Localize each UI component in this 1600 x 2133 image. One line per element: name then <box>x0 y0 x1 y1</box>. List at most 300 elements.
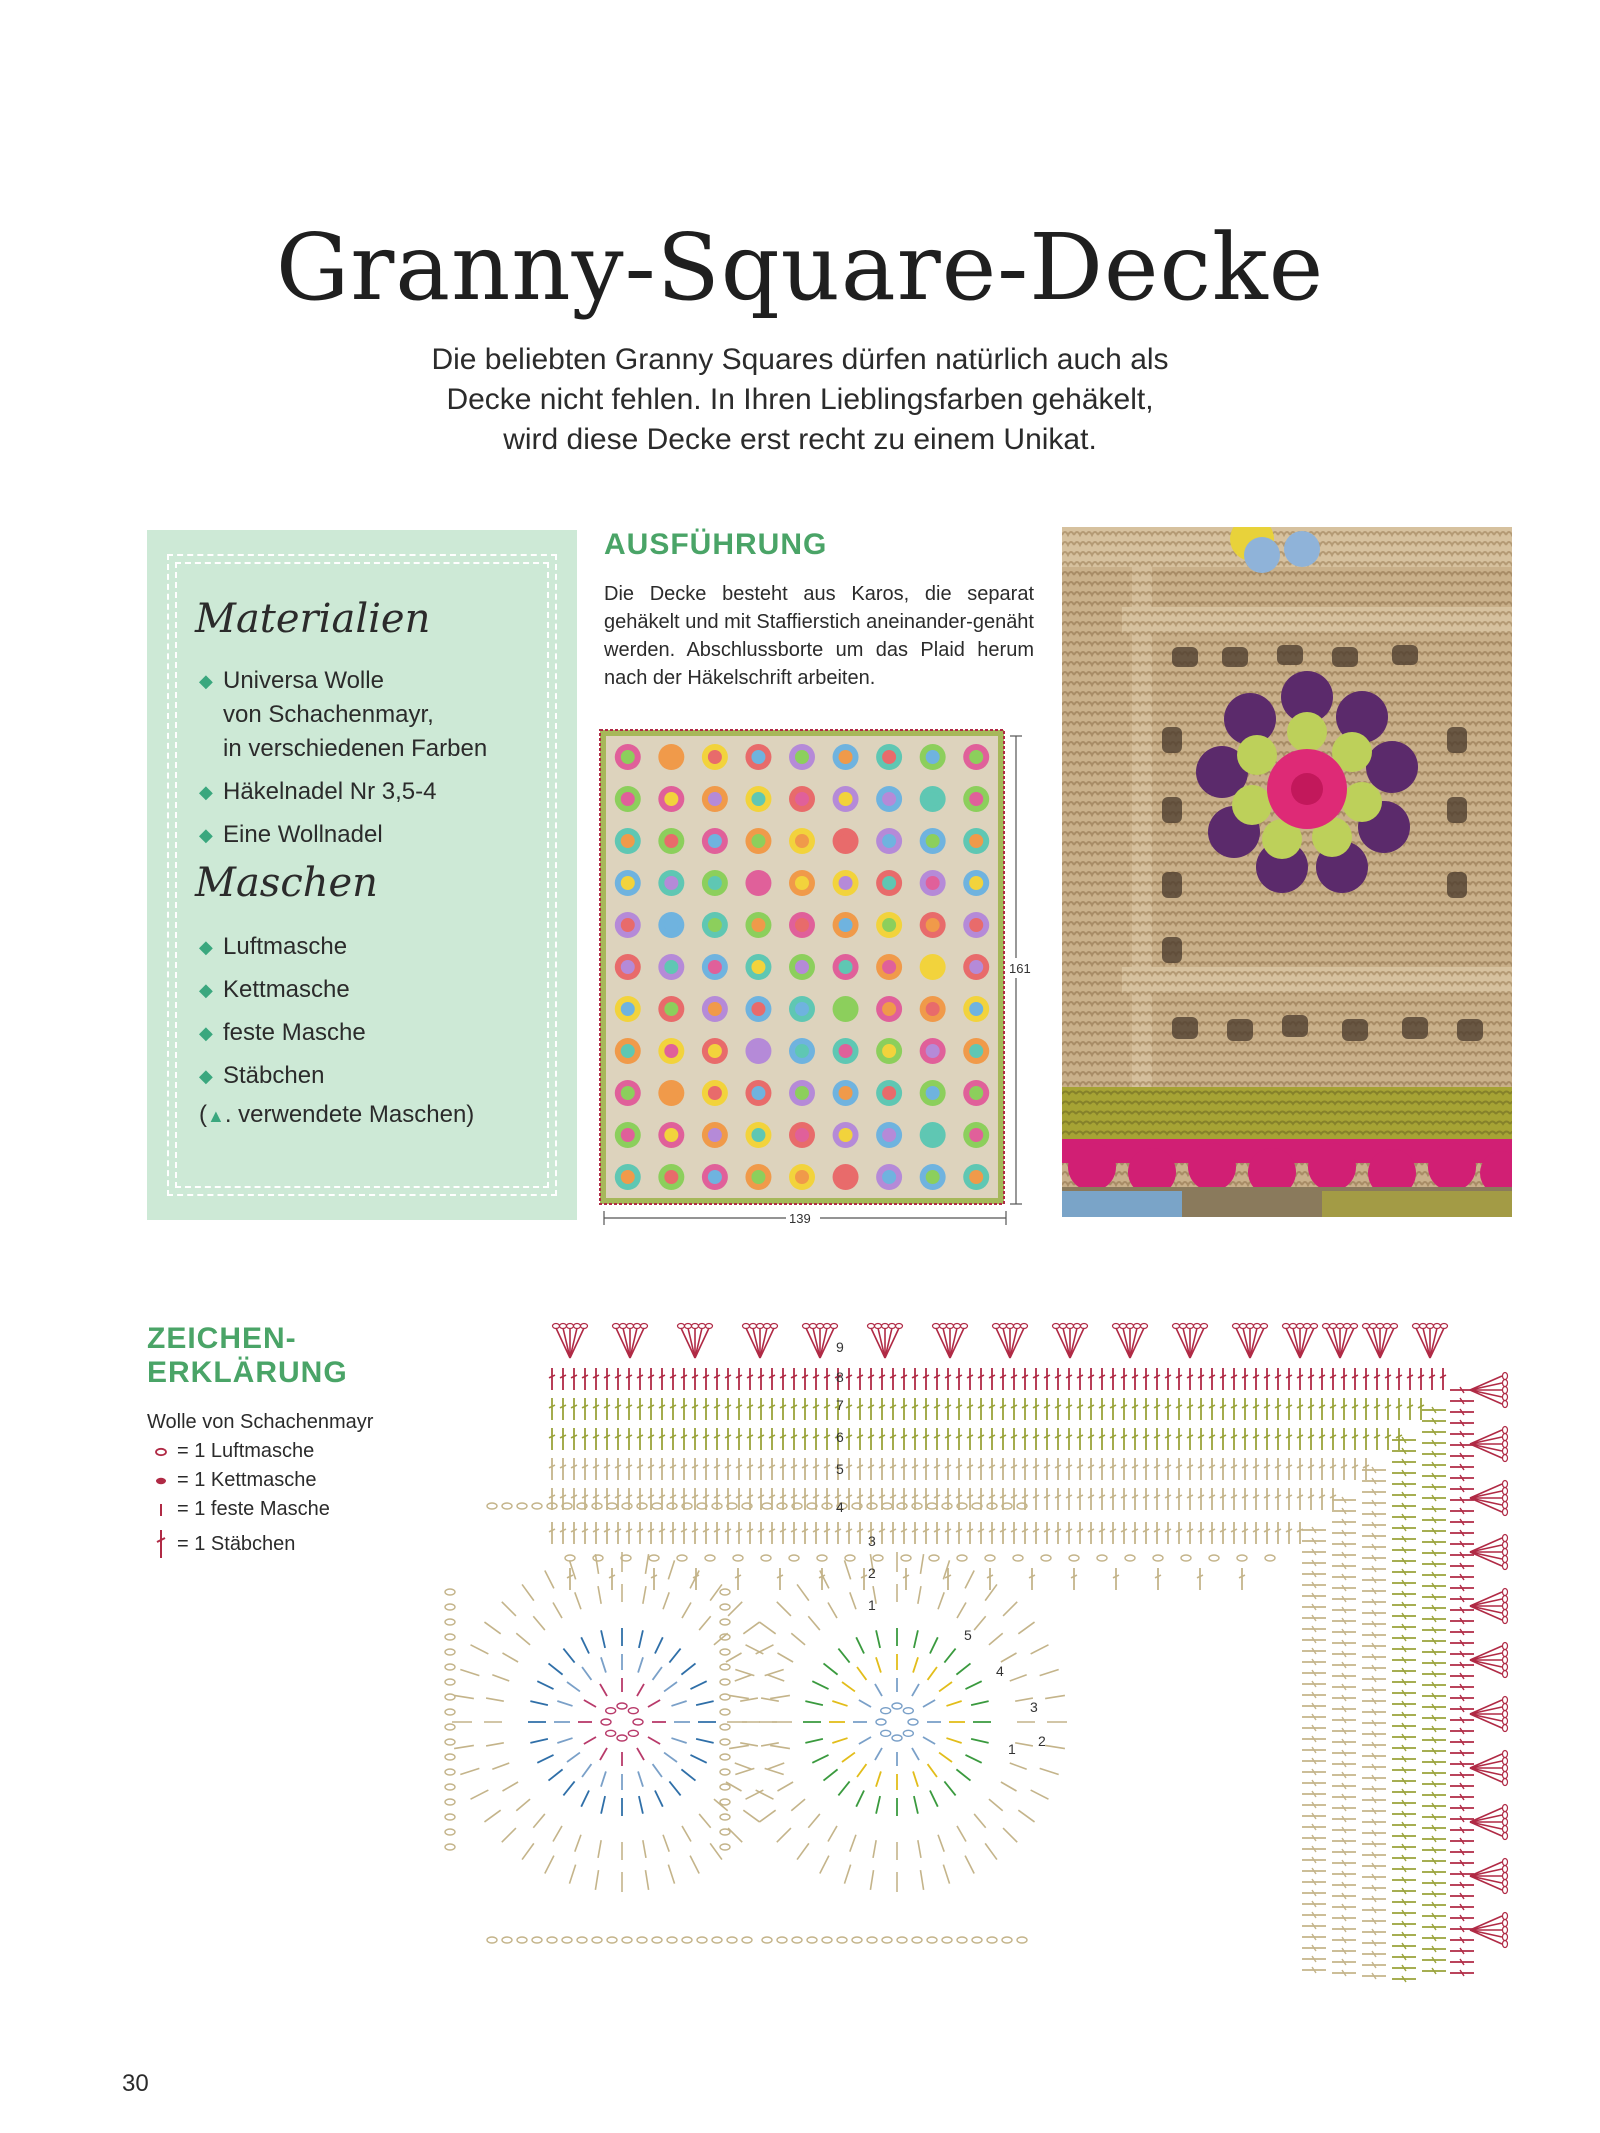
picot-fan-chain <box>706 1324 713 1329</box>
blanket-drawing <box>600 730 1004 1204</box>
round-stitch <box>956 1663 970 1674</box>
square-frame-chain <box>445 1634 455 1640</box>
square-outer-stitch <box>1040 1768 1059 1774</box>
picot-fan-stitch <box>1470 1660 1502 1674</box>
round-stitch <box>856 1790 864 1806</box>
round-stitch <box>648 1737 660 1744</box>
square-frame-chain <box>720 1784 730 1790</box>
square-frame-chain <box>445 1724 455 1730</box>
picot-fan-chain <box>1503 1711 1508 1718</box>
square-outer-stitch <box>828 1826 837 1842</box>
center-ring-chain <box>881 1708 891 1714</box>
square-outer-stitch <box>492 1763 509 1769</box>
square-outer-stitch <box>522 1843 534 1859</box>
picot-fan-chain <box>1007 1324 1014 1329</box>
round-stitch <box>971 1701 989 1705</box>
legend-item-single: = 1 feste Masche <box>147 1495 447 1524</box>
stitch-item: ◆ Stäbchen <box>199 1059 366 1093</box>
blanket-square-center <box>795 792 809 806</box>
square-frame-chain <box>720 1694 730 1700</box>
picot-fan-stitch <box>1380 1328 1394 1358</box>
diamond-bullet-icon: ◆ <box>199 825 213 845</box>
square-row-label-4: 4 <box>996 1663 1004 1679</box>
round-stitch <box>965 1681 981 1689</box>
blanket-square-center <box>621 918 635 932</box>
picot-fan-stitch <box>1470 1714 1502 1728</box>
blanket-square-center <box>664 1044 678 1058</box>
picot-fan-stitch <box>630 1328 637 1358</box>
legend-list <box>147 1408 447 1564</box>
picot-fan-chain <box>1503 1704 1508 1711</box>
picot-fan-chain <box>1201 1324 1208 1329</box>
round-stitch <box>928 1764 937 1777</box>
round-stitch <box>601 1657 606 1672</box>
square-outer-stitch <box>502 1828 516 1842</box>
square-frame-chain <box>622 1937 632 1943</box>
blanket-square-center <box>621 876 635 890</box>
picot-fan-chain <box>1503 1913 1508 1920</box>
square-outer-stitch <box>743 1810 759 1822</box>
square-frame-chain <box>942 1503 952 1509</box>
intro-line-1: Die beliebten Granny Squares dürfen natürlich auch als <box>431 343 1169 376</box>
round-stitch <box>664 1753 677 1762</box>
blanket-square-center <box>926 1170 940 1184</box>
square-outer-stitch <box>545 1856 554 1874</box>
blanket-square-center <box>751 1044 765 1058</box>
square-outer-stitch <box>791 1799 805 1811</box>
center-ring-chain <box>903 1708 913 1714</box>
blanket-square-center <box>926 960 940 974</box>
blanket-square-center <box>969 876 983 890</box>
picot-fan-chain <box>1503 1617 1508 1624</box>
picot-fan-stitch <box>1373 1328 1380 1358</box>
square-outer-stitch <box>729 1745 749 1748</box>
stitches-note: (▲. verwendete Maschen) <box>199 1101 475 1128</box>
picot-fan-stitch <box>1470 1491 1502 1498</box>
square-outer-stitch <box>791 1633 805 1645</box>
picot-fan-chain <box>1311 1324 1318 1329</box>
blanket-square-center <box>795 1170 809 1184</box>
center-ring-chain <box>892 1735 902 1741</box>
round-stitch <box>690 1755 706 1763</box>
square-outer-stitch <box>502 1782 518 1791</box>
picot-fan-chain <box>553 1324 560 1329</box>
center-ring-chain <box>633 1719 643 1725</box>
materials-heading: Materialien <box>195 596 431 642</box>
square-frame-chain <box>445 1649 455 1655</box>
round-stitch <box>971 1739 989 1743</box>
blanket-square-center <box>882 960 896 974</box>
square-frame-chain <box>637 1503 647 1509</box>
blanket-square-center <box>795 876 809 890</box>
picot-fan-chain <box>1503 1643 1508 1650</box>
legend-item-slip: = 1 Kettmasche <box>147 1466 447 1495</box>
picot-fan-stitch <box>688 1328 695 1358</box>
picot-fan-chain <box>641 1324 648 1329</box>
round-stitch <box>567 1753 580 1762</box>
square-frame-chain <box>562 1937 572 1943</box>
square-frame-chain <box>720 1754 730 1760</box>
picot-fan-chain <box>1503 1427 1508 1434</box>
blanket-square-center <box>926 1086 940 1100</box>
border-chain <box>845 1555 855 1561</box>
picot-fan-chain <box>1363 1324 1370 1329</box>
square-frame-chain <box>445 1619 455 1625</box>
blanket-square-center <box>839 1044 853 1058</box>
picot-fan-chain <box>1503 1603 1508 1610</box>
round-stitch <box>557 1738 572 1743</box>
border-chain <box>901 1555 911 1561</box>
picot-fan-chain <box>1391 1324 1398 1329</box>
center-ring-chain <box>628 1730 638 1736</box>
square-outer-stitch <box>645 1870 648 1890</box>
square-outer-stitch <box>553 1826 562 1842</box>
stitches-heading: Maschen <box>195 860 378 906</box>
square-frame-chain <box>720 1604 730 1610</box>
execution-heading: AUSFÜHRUNG <box>604 528 828 561</box>
square-outer-stitch <box>668 1865 674 1884</box>
round-stitch <box>671 1701 686 1706</box>
square-outer-stitch <box>746 1790 764 1799</box>
picot-fan-stitch <box>1470 1660 1502 1667</box>
square-frame-chain <box>502 1503 512 1509</box>
round-stitch <box>842 1682 855 1691</box>
square-outer-stitch <box>767 1763 784 1769</box>
blanket-square-center <box>882 792 896 806</box>
blanket-square-center <box>839 750 853 764</box>
square-frame-chain <box>912 1503 922 1509</box>
picot-fan-chain <box>1081 1324 1088 1329</box>
square-outer-stitch <box>759 1810 775 1822</box>
square-frame-chain <box>445 1739 455 1745</box>
square-frame-chain <box>517 1503 527 1509</box>
square-frame-chain <box>957 1937 967 1943</box>
round-stitch <box>805 1739 823 1743</box>
square-frame-chain <box>720 1724 730 1730</box>
picot-fan-chain <box>1413 1324 1420 1329</box>
picot-fan-stitch <box>1070 1328 1077 1358</box>
picot-fan-chain <box>1503 1941 1508 1948</box>
picot-fan-stitch <box>1470 1376 1502 1390</box>
round-stitch <box>876 1796 880 1814</box>
picot-fan-chain <box>1503 1596 1508 1603</box>
picot-fan-chain <box>1233 1324 1240 1329</box>
square-frame-chain <box>720 1799 730 1805</box>
blanket-square-center <box>664 1002 678 1016</box>
center-ring-chain <box>606 1708 616 1714</box>
picot-fan-stitch <box>1470 1646 1502 1660</box>
round-stitch <box>638 1771 643 1786</box>
square-frame-chain <box>445 1679 455 1685</box>
blanket-square-center <box>621 960 635 974</box>
blanket-square-center <box>708 1128 722 1142</box>
picot-fan-chain <box>1377 1324 1384 1329</box>
square-frame-chain <box>792 1937 802 1943</box>
square-outer-stitch <box>1045 1695 1065 1698</box>
square-frame-chain <box>532 1503 542 1509</box>
picot-fan-stitch <box>1056 1328 1070 1358</box>
square-frame-chain <box>592 1503 602 1509</box>
picot-fan-chain <box>1370 1324 1377 1329</box>
picot-fan-chain <box>993 1324 1000 1329</box>
picot-fan-stitch <box>1470 1444 1502 1451</box>
picot-fan-chain <box>634 1324 641 1329</box>
picot-fan-stitch <box>1190 1328 1204 1358</box>
material-item: ◆ Häkelnadel Nr 3,5-4 <box>199 775 487 809</box>
blanket-square-center <box>882 918 896 932</box>
round-stitch <box>653 1764 662 1777</box>
square-frame-chain <box>972 1937 982 1943</box>
picot-fan-chain <box>1247 1324 1254 1329</box>
single-crochet-icon <box>153 1495 169 1524</box>
square-frame-chain <box>1002 1937 1012 1943</box>
square-frame-chain <box>852 1937 862 1943</box>
picot-fan-chain <box>1060 1324 1067 1329</box>
square-frame-chain <box>777 1503 787 1509</box>
round-stitch <box>681 1769 695 1780</box>
picot-fan-chain <box>1337 1324 1344 1329</box>
picot-fan-stitch <box>1470 1707 1502 1714</box>
round-stitch <box>939 1753 952 1762</box>
square-outer-stitch <box>985 1584 997 1600</box>
border-row-label-8: 8 <box>836 1369 844 1385</box>
picot-fan-stitch <box>878 1328 885 1358</box>
blanket-square-center <box>621 792 635 806</box>
square-frame-chain <box>897 1503 907 1509</box>
picot-fan-chain <box>1283 1324 1290 1329</box>
legend-item-double: = 1 Stäbchen <box>147 1524 447 1564</box>
round-stitch <box>857 1667 866 1680</box>
picot-fan-chain <box>947 1324 954 1329</box>
square-outer-stitch <box>545 1571 554 1589</box>
picot-fan-stitch <box>1470 1538 1502 1552</box>
square-outer-stitch <box>502 1602 516 1616</box>
border-chain <box>789 1555 799 1561</box>
square-frame-chain <box>607 1937 617 1943</box>
intro-text <box>400 340 1200 460</box>
picot-fan-stitch <box>1236 1328 1250 1358</box>
border-chain <box>1125 1555 1135 1561</box>
border-row-label-7: 7 <box>836 1397 844 1413</box>
square-outer-stitch <box>595 1554 598 1574</box>
round-stitch <box>914 1630 918 1648</box>
picot-fan-stitch <box>950 1328 964 1358</box>
picot-fan-chain <box>1503 1610 1508 1617</box>
round-stitch <box>639 1796 643 1814</box>
picot-fan-chain <box>750 1324 757 1329</box>
blanket-square-center <box>751 918 765 932</box>
square-row-label-1: 1 <box>1008 1741 1016 1757</box>
round-stitch <box>876 1657 881 1672</box>
center-ring-chain <box>903 1730 913 1736</box>
picot-fan-chain <box>1503 1448 1508 1455</box>
blanket-square-center <box>664 1128 678 1142</box>
picot-fan-stitch <box>1470 1815 1502 1822</box>
square-outer-stitch <box>735 1763 752 1769</box>
picot-fan-chain <box>678 1324 685 1329</box>
picot-fan-chain <box>1503 1671 1508 1678</box>
square-frame-chain <box>822 1937 832 1943</box>
picot-fan-chain <box>810 1324 817 1329</box>
square-outer-stitch <box>965 1856 974 1874</box>
round-stitch <box>838 1781 849 1795</box>
picot-fan-chain <box>1503 1481 1508 1488</box>
picot-fan-stitch <box>1470 1862 1502 1876</box>
picot-fan-chain <box>1503 1509 1508 1516</box>
round-stitch <box>805 1701 823 1705</box>
round-stitch <box>584 1737 596 1744</box>
material-item: ◆ Eine Wollnadel <box>199 818 487 852</box>
picot-fan-chain <box>961 1324 968 1329</box>
diamond-bullet-icon: ◆ <box>199 782 213 802</box>
picot-fan-chain <box>743 1324 750 1329</box>
blanket-square-center <box>751 1002 765 1016</box>
center-ring-chain <box>876 1719 886 1725</box>
picot-fan-stitch <box>1470 1437 1502 1444</box>
picot-fan-chain <box>1503 1812 1508 1819</box>
round-stitch <box>965 1755 981 1763</box>
square-outer-stitch <box>1018 1622 1034 1634</box>
square-outer-stitch <box>808 1814 820 1828</box>
picot-fan-stitch <box>1130 1328 1137 1358</box>
round-stitch <box>930 1637 938 1653</box>
square-outer-stitch <box>957 1602 966 1618</box>
center-ring-chain <box>606 1730 616 1736</box>
square-outer-stitch <box>486 1743 504 1746</box>
picot-fan-stitch <box>616 1328 630 1358</box>
square-frame-chain <box>807 1937 817 1943</box>
picot-fan-stitch <box>695 1328 709 1358</box>
square-frame-chain <box>697 1937 707 1943</box>
round-stitch <box>601 1630 605 1648</box>
square-outer-stitch <box>728 1828 742 1842</box>
round-stitch <box>671 1738 686 1743</box>
picot-fan-stitch <box>1293 1328 1300 1358</box>
picot-fan-stitch <box>1340 1328 1354 1358</box>
blanket-square-center <box>926 1044 940 1058</box>
picot-fan-stitch <box>1326 1328 1340 1358</box>
blanket-square-center <box>926 918 940 932</box>
square-outer-stitch <box>1040 1669 1059 1675</box>
picot-fan-chain <box>1290 1324 1297 1329</box>
round-stitch <box>856 1637 864 1653</box>
round-stitch <box>875 1684 882 1696</box>
square-frame-chain <box>762 1503 772 1509</box>
blanket-square-center <box>708 876 722 890</box>
square-outer-stitch <box>516 1633 530 1645</box>
round-stitch <box>923 1700 935 1707</box>
border-row-label-4: 4 <box>836 1499 844 1515</box>
picot-fan-stitch <box>556 1328 570 1358</box>
picot-fan-stitch <box>1010 1328 1017 1358</box>
round-stitch <box>946 1738 961 1743</box>
square-frame-chain <box>897 1937 907 1943</box>
square-outer-stitch <box>575 1592 581 1609</box>
picot-fan-stitch <box>760 1328 774 1358</box>
picot-fan-stitch <box>1470 1876 1502 1883</box>
blanket-square-center <box>969 1002 983 1016</box>
picot-fan-chain <box>1503 1887 1508 1894</box>
blanket-square-center <box>969 960 983 974</box>
round-stitch <box>530 1701 548 1705</box>
picot-fan-chain <box>764 1324 771 1329</box>
picot-fan-chain <box>1503 1495 1508 1502</box>
picot-fan-stitch <box>1470 1498 1502 1512</box>
picot-fan-chain <box>692 1324 699 1329</box>
square-frame-chain <box>882 1937 892 1943</box>
blanket-square-center <box>708 1002 722 1016</box>
round-stitch <box>582 1667 591 1680</box>
round-stitch <box>655 1790 663 1806</box>
border-chain <box>1265 1555 1275 1561</box>
square-outer-stitch <box>989 1633 1003 1645</box>
center-ring-chain <box>628 1708 638 1714</box>
picot-fan-stitch <box>1010 1328 1024 1358</box>
center-ring-chain <box>601 1719 611 1725</box>
picot-fan-stitch <box>1470 1768 1502 1782</box>
picot-fan-chain <box>1187 1324 1194 1329</box>
square-frame-chain <box>445 1694 455 1700</box>
picot-fan-chain <box>1074 1324 1081 1329</box>
square-frame-chain <box>487 1503 497 1509</box>
picot-fan-chain <box>889 1324 896 1329</box>
blanket-square-center <box>926 750 940 764</box>
round-stitch <box>600 1684 607 1696</box>
picot-fan-chain <box>1441 1324 1448 1329</box>
picot-fan-stitch <box>1250 1328 1264 1358</box>
square-outer-stitch <box>740 1743 758 1746</box>
picot-fan-chain <box>1503 1394 1508 1401</box>
picot-fan-chain <box>1194 1324 1201 1329</box>
square-outer-stitch <box>643 1840 646 1858</box>
picot-fan-chain <box>560 1324 567 1329</box>
picot-fan-stitch <box>885 1328 899 1358</box>
round-stitch <box>563 1781 574 1795</box>
picot-fan-stitch <box>760 1328 767 1358</box>
picot-fan-stitch <box>1333 1328 1340 1358</box>
picot-fan-stitch <box>1470 1606 1502 1613</box>
blanket-square-center <box>708 750 722 764</box>
square-frame-chain <box>912 1937 922 1943</box>
round-stitch <box>876 1630 880 1648</box>
square-outer-stitch <box>575 1835 581 1852</box>
square-frame-chain <box>927 1937 937 1943</box>
square-outer-stitch <box>1001 1782 1017 1791</box>
square-outer-stitch <box>471 1645 489 1654</box>
round-stitch <box>812 1755 828 1763</box>
blanket-square-center <box>926 834 940 848</box>
picot-fan-chain <box>1021 1324 1028 1329</box>
round-stitch <box>696 1739 714 1743</box>
square-frame-chain <box>720 1739 730 1745</box>
picot-fan-chain <box>581 1324 588 1329</box>
picot-fan-chain <box>1261 1324 1268 1329</box>
round-stitch <box>637 1684 644 1696</box>
picot-fan-stitch <box>1470 1822 1502 1836</box>
border-chain <box>929 1555 939 1561</box>
square-outer-stitch <box>729 1695 749 1698</box>
picot-fan-stitch <box>1470 1383 1502 1390</box>
picot-fan-stitch <box>1243 1328 1250 1358</box>
blanket-square-center <box>882 1086 896 1100</box>
picot-fan-chain <box>1434 1324 1441 1329</box>
blanket-square-center <box>664 834 678 848</box>
picot-fan-stitch <box>1470 1552 1502 1566</box>
square-outer-stitch <box>974 1616 986 1630</box>
square-outer-stitch <box>797 1584 809 1600</box>
blanket-square-center <box>708 1086 722 1100</box>
picot-fan-chain <box>1113 1324 1120 1329</box>
